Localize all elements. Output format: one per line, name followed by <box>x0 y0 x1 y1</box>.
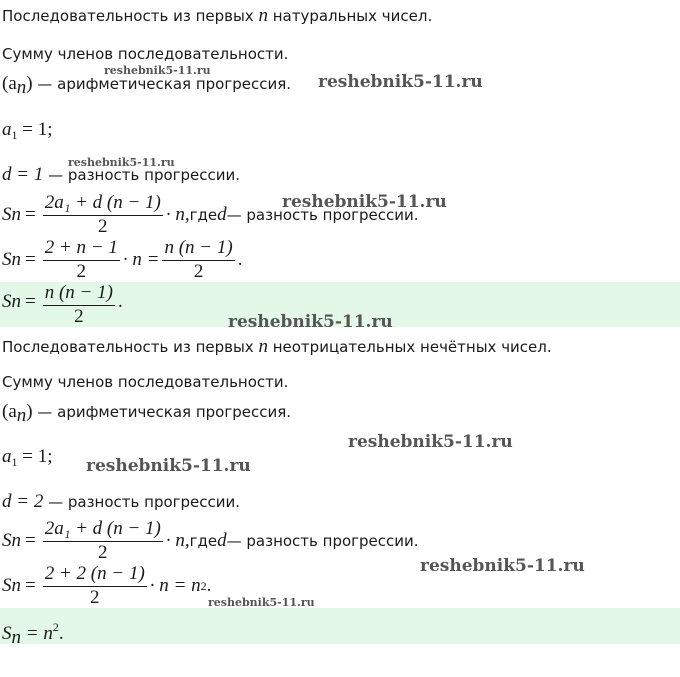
ans-denominator: 2 <box>74 306 84 322</box>
heading-var: n <box>258 5 268 26</box>
sum-where: где <box>189 532 218 550</box>
watermark: reshebnik5-11.ru <box>348 432 513 452</box>
sum-lhs: S <box>2 204 12 225</box>
ans-sub: n <box>11 291 21 312</box>
watermark: reshebnik5-11.ru <box>318 72 483 92</box>
sub-sub: n <box>11 575 21 596</box>
sum-sub: n <box>11 530 21 551</box>
watermark: reshebnik5-11.ru <box>86 456 251 476</box>
section2-substitution <box>2 563 211 609</box>
watermark: reshebnik5-11.ru <box>282 192 447 212</box>
a1-rhs: = 1; <box>17 446 53 467</box>
a1-sub: 1 <box>11 455 18 469</box>
sub-numerator-1: 2 + n − 1 <box>43 237 120 261</box>
sum-eq: = <box>25 204 36 225</box>
sub-end: . <box>237 249 243 270</box>
a1-lhs: a <box>2 119 12 140</box>
sub-sub: n <box>11 249 21 270</box>
heading-text: Последовательность из первых <box>2 7 259 25</box>
ans-end: . <box>117 291 123 312</box>
section1-heading <box>2 6 432 26</box>
sum-numerator: 2a₁ + d (n − 1) <box>43 518 163 542</box>
sum-fraction <box>43 518 163 564</box>
heading-text-end: натуральных чисел. <box>267 7 433 25</box>
section2-heading <box>2 337 552 357</box>
section1-progression-line <box>2 74 291 98</box>
sum-note: — разность прогрессии. <box>226 206 419 224</box>
watermark: reshebnik5-11.ru <box>420 556 585 576</box>
prog-close: ) <box>26 401 33 422</box>
watermark: reshebnik5-11.ru <box>208 596 315 609</box>
sub-fraction <box>43 563 147 609</box>
sum-sub: n <box>11 204 21 225</box>
section2-answer-highlight <box>0 608 680 644</box>
sum-where: где <box>189 206 218 224</box>
watermark: reshebnik5-11.ru <box>104 64 211 77</box>
prog-close: ) <box>26 73 33 94</box>
ans-numerator: n (n − 1) <box>43 282 115 306</box>
d-text: — разность прогрессии. <box>43 493 241 511</box>
d-text: — разность прогрессии. <box>43 166 241 184</box>
prog-math: (a <box>2 401 17 422</box>
section1-a1-line <box>2 120 53 145</box>
sub-eq: = <box>25 575 36 596</box>
ans-sub: n <box>11 627 21 648</box>
a1-sub: 1 <box>11 128 18 142</box>
sum-d: d <box>217 204 227 225</box>
section2-answer <box>2 617 64 648</box>
heading-text-end: неотрицательных нечётных чисел. <box>267 338 552 356</box>
sub-numerator: 2 + 2 (n − 1) <box>43 563 147 587</box>
sum-note: — разность прогрессии. <box>226 532 419 550</box>
sum-mult: · n, <box>165 204 190 225</box>
sub-fraction-2 <box>162 237 234 283</box>
section1-subheading: Сумму членов последовательности. <box>2 45 289 63</box>
a1-rhs: = 1; <box>17 119 53 140</box>
ans-eq: = <box>25 291 36 312</box>
sub-lhs: S <box>2 575 12 596</box>
prog-text: — арифметическая прогрессия. <box>32 403 291 421</box>
sub-sup: 2 <box>200 578 207 593</box>
sub-mid: · n = n <box>149 575 201 596</box>
sub-denominator-2: 2 <box>193 261 204 282</box>
sub-numerator-2: n (n − 1) <box>162 237 234 261</box>
section2-progression-line <box>2 402 291 426</box>
watermark: reshebnik5-11.ru <box>228 312 393 332</box>
a1-lhs: a <box>2 446 12 467</box>
sum-denominator: 2 <box>98 216 108 237</box>
heading-text: Последовательность из первых <box>2 338 259 356</box>
prog-sub: n <box>16 77 27 98</box>
ans-fraction <box>43 282 115 322</box>
sub-fraction-1 <box>43 237 120 283</box>
ans-rhs: = n <box>21 623 53 644</box>
sub-lhs: S <box>2 249 12 270</box>
section2-d-line <box>2 492 240 512</box>
d-math: d = 1 <box>2 164 44 185</box>
ans-end: . <box>58 623 64 644</box>
sum-eq: = <box>25 530 36 551</box>
sub-eq: = <box>25 249 36 270</box>
section2-a1-line <box>2 447 53 472</box>
prog-text: — арифметическая прогрессия. <box>32 75 291 93</box>
section1-answer <box>2 282 123 322</box>
section1-substitution <box>2 237 242 283</box>
sum-lhs: S <box>2 530 12 551</box>
sum-denominator: 2 <box>98 542 108 563</box>
sum-fraction <box>43 192 163 238</box>
sub-end: . <box>206 575 212 596</box>
sub-mid: · n = <box>122 249 160 270</box>
sum-d: d <box>217 530 227 551</box>
watermark: reshebnik5-11.ru <box>68 156 175 169</box>
ans-lhs: S <box>2 291 12 312</box>
ans-sup: 2 <box>52 620 59 634</box>
heading-var: n <box>258 336 268 357</box>
sub-denominator: 2 <box>89 587 100 608</box>
ans-lhs: S <box>2 623 12 644</box>
sum-mult: · n, <box>165 530 190 551</box>
sub-denominator-1: 2 <box>76 261 87 282</box>
prog-math: (a <box>2 73 17 94</box>
prog-sub: n <box>16 405 27 426</box>
section2-subheading: Сумму членов последовательности. <box>2 373 289 391</box>
sum-numerator: 2a₁ + d (n − 1) <box>43 192 163 216</box>
section2-sum-formula <box>2 518 419 564</box>
d-math: d = 2 <box>2 491 44 512</box>
